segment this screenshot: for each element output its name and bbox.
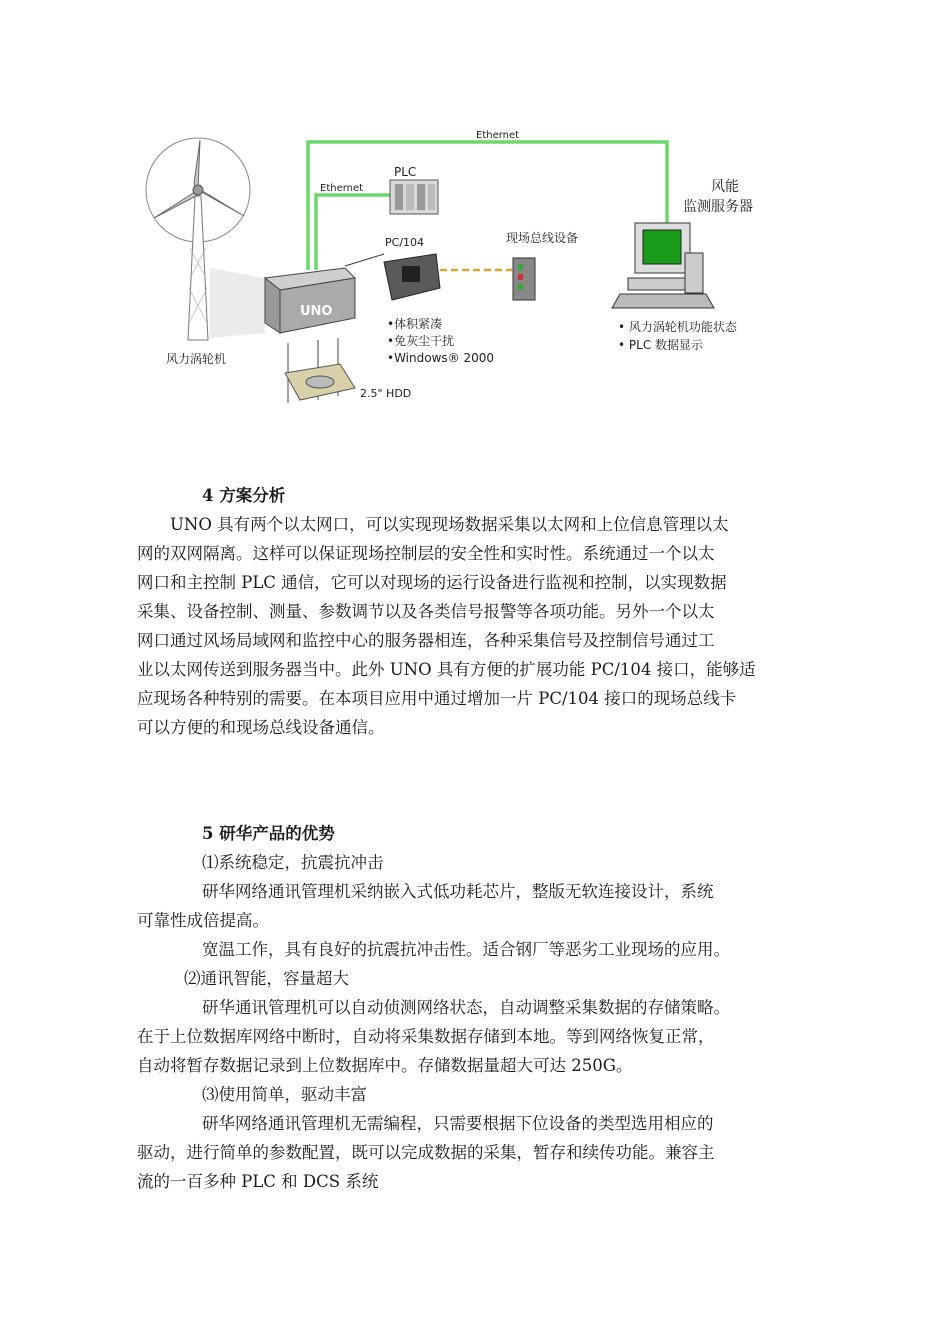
item-2-paragraph-line: 研华通讯管理机可以自动侦测网络状态，自动调整采集数据的存储策略。 [202, 998, 730, 1017]
fieldbus-device-label: 现场总线设备 [506, 231, 579, 245]
plc-icon [390, 180, 438, 214]
item-3-paragraph-line: 流的一百多种 PLC 和 DCS 系统 [137, 1172, 379, 1191]
network-diagram [140, 118, 820, 438]
section-5-title: 5 研华产品的优势 [202, 824, 335, 843]
ethernet-left-label: Ethernet [320, 183, 364, 194]
server-feature-2: • PLC 数据显示 [618, 338, 704, 352]
uno-label: UNO [300, 304, 333, 319]
section-4-line: 业以太网传送到服务器当中。此外 UNO 具有方便的扩展功能 PC/104 接口，能够适 [137, 660, 756, 679]
server-title-line1: 风能 [711, 179, 739, 195]
section-4-line: 网口和主控制 PLC 通信，它可以对现场的运行设备进行监视和控制，以实现数据 [137, 573, 727, 592]
ethernet-top-label: Ethernet [476, 130, 520, 141]
ethernet-top-line [308, 142, 667, 270]
section-4-title: 4 方案分析 [202, 486, 286, 505]
section-4-line: 网口通过风场局域网和监控中心的服务器相连，各种采集信号及控制信号通过工 [137, 631, 715, 650]
item-2-paragraph-line: 自动将暂存数据记录到上位数据库中。存储数据量超大可达 250G。 [137, 1056, 633, 1075]
plc-label: PLC [394, 165, 417, 179]
item-1-paragraph-line: 可靠性成倍提高。 [137, 911, 269, 930]
item-1-paragraph-line: 研华网络通讯管理机采纳嵌入式低功耗芯片，整版无软连接设计，系统 [202, 882, 714, 901]
uno-device-icon [265, 268, 355, 333]
ethernet-left-line [316, 195, 390, 270]
pc104-board-icon [384, 254, 440, 300]
item-2-paragraph-line: 在于上位数据库网络中断时，自动将采集数据存储到本地。等到网络恢复正常， [137, 1027, 715, 1046]
section-4-line: UNO 具有两个以太网口，可以实现现场数据采集以太网和上位信息管理以太 [170, 515, 729, 534]
hdd-icon [285, 338, 355, 403]
server-feature-1: • 风力涡轮机功能状态 [618, 320, 737, 334]
wind-turbine-icon [146, 138, 265, 340]
section-4-line: 网的双网隔离。这样可以保证现场控制层的安全性和实时性。系统通过一个以太 [137, 544, 715, 563]
section-4-line: 采集、设备控制、测量、参数调节以及各类信号报警等各项功能。另外一个以太 [137, 602, 715, 621]
item-3-paragraph-line: 研华网络通讯管理机无需编程，只需要根据下位设备的类型选用相应的 [202, 1114, 714, 1133]
item-3-title: ⑶使用简单，驱动丰富 [202, 1085, 367, 1104]
server-computer-icon [612, 223, 714, 308]
pc104-label: PC/104 [385, 236, 425, 249]
server-title-line2: 监测服务器 [683, 199, 753, 215]
item-3-paragraph-line: 驱动，进行简单的参数配置，既可以完成数据的采集，暂存和续传功能。兼容主 [137, 1143, 715, 1162]
section-4-line: 可以方便的和现场总线设备通信。 [137, 718, 385, 737]
section-4-line: 应现场各种特别的需要。在本项目应用中通过增加一片 PC/104 接口的现场总线卡 [137, 689, 737, 708]
feature-2: •免灰尘干扰 [387, 334, 455, 348]
item-1-title: ⑴系统稳定，抗震抗冲击 [202, 853, 384, 872]
feature-1: •体积紧凑 [387, 317, 443, 331]
section-4 [137, 481, 817, 742]
item-2-title: ⑵通讯智能，容量超大 [184, 969, 349, 988]
fieldbus-device-icon [513, 258, 535, 300]
item-1-paragraph-2: 宽温工作，具有良好的抗震抗冲击性。适合钢厂等恶劣工业现场的应用。 [202, 940, 730, 959]
turbine-label: 风力涡轮机 [166, 352, 227, 366]
section-5 [137, 819, 817, 1196]
feature-3: •Windows® 2000 [387, 351, 494, 365]
hdd-label: 2.5" HDD [360, 387, 412, 400]
